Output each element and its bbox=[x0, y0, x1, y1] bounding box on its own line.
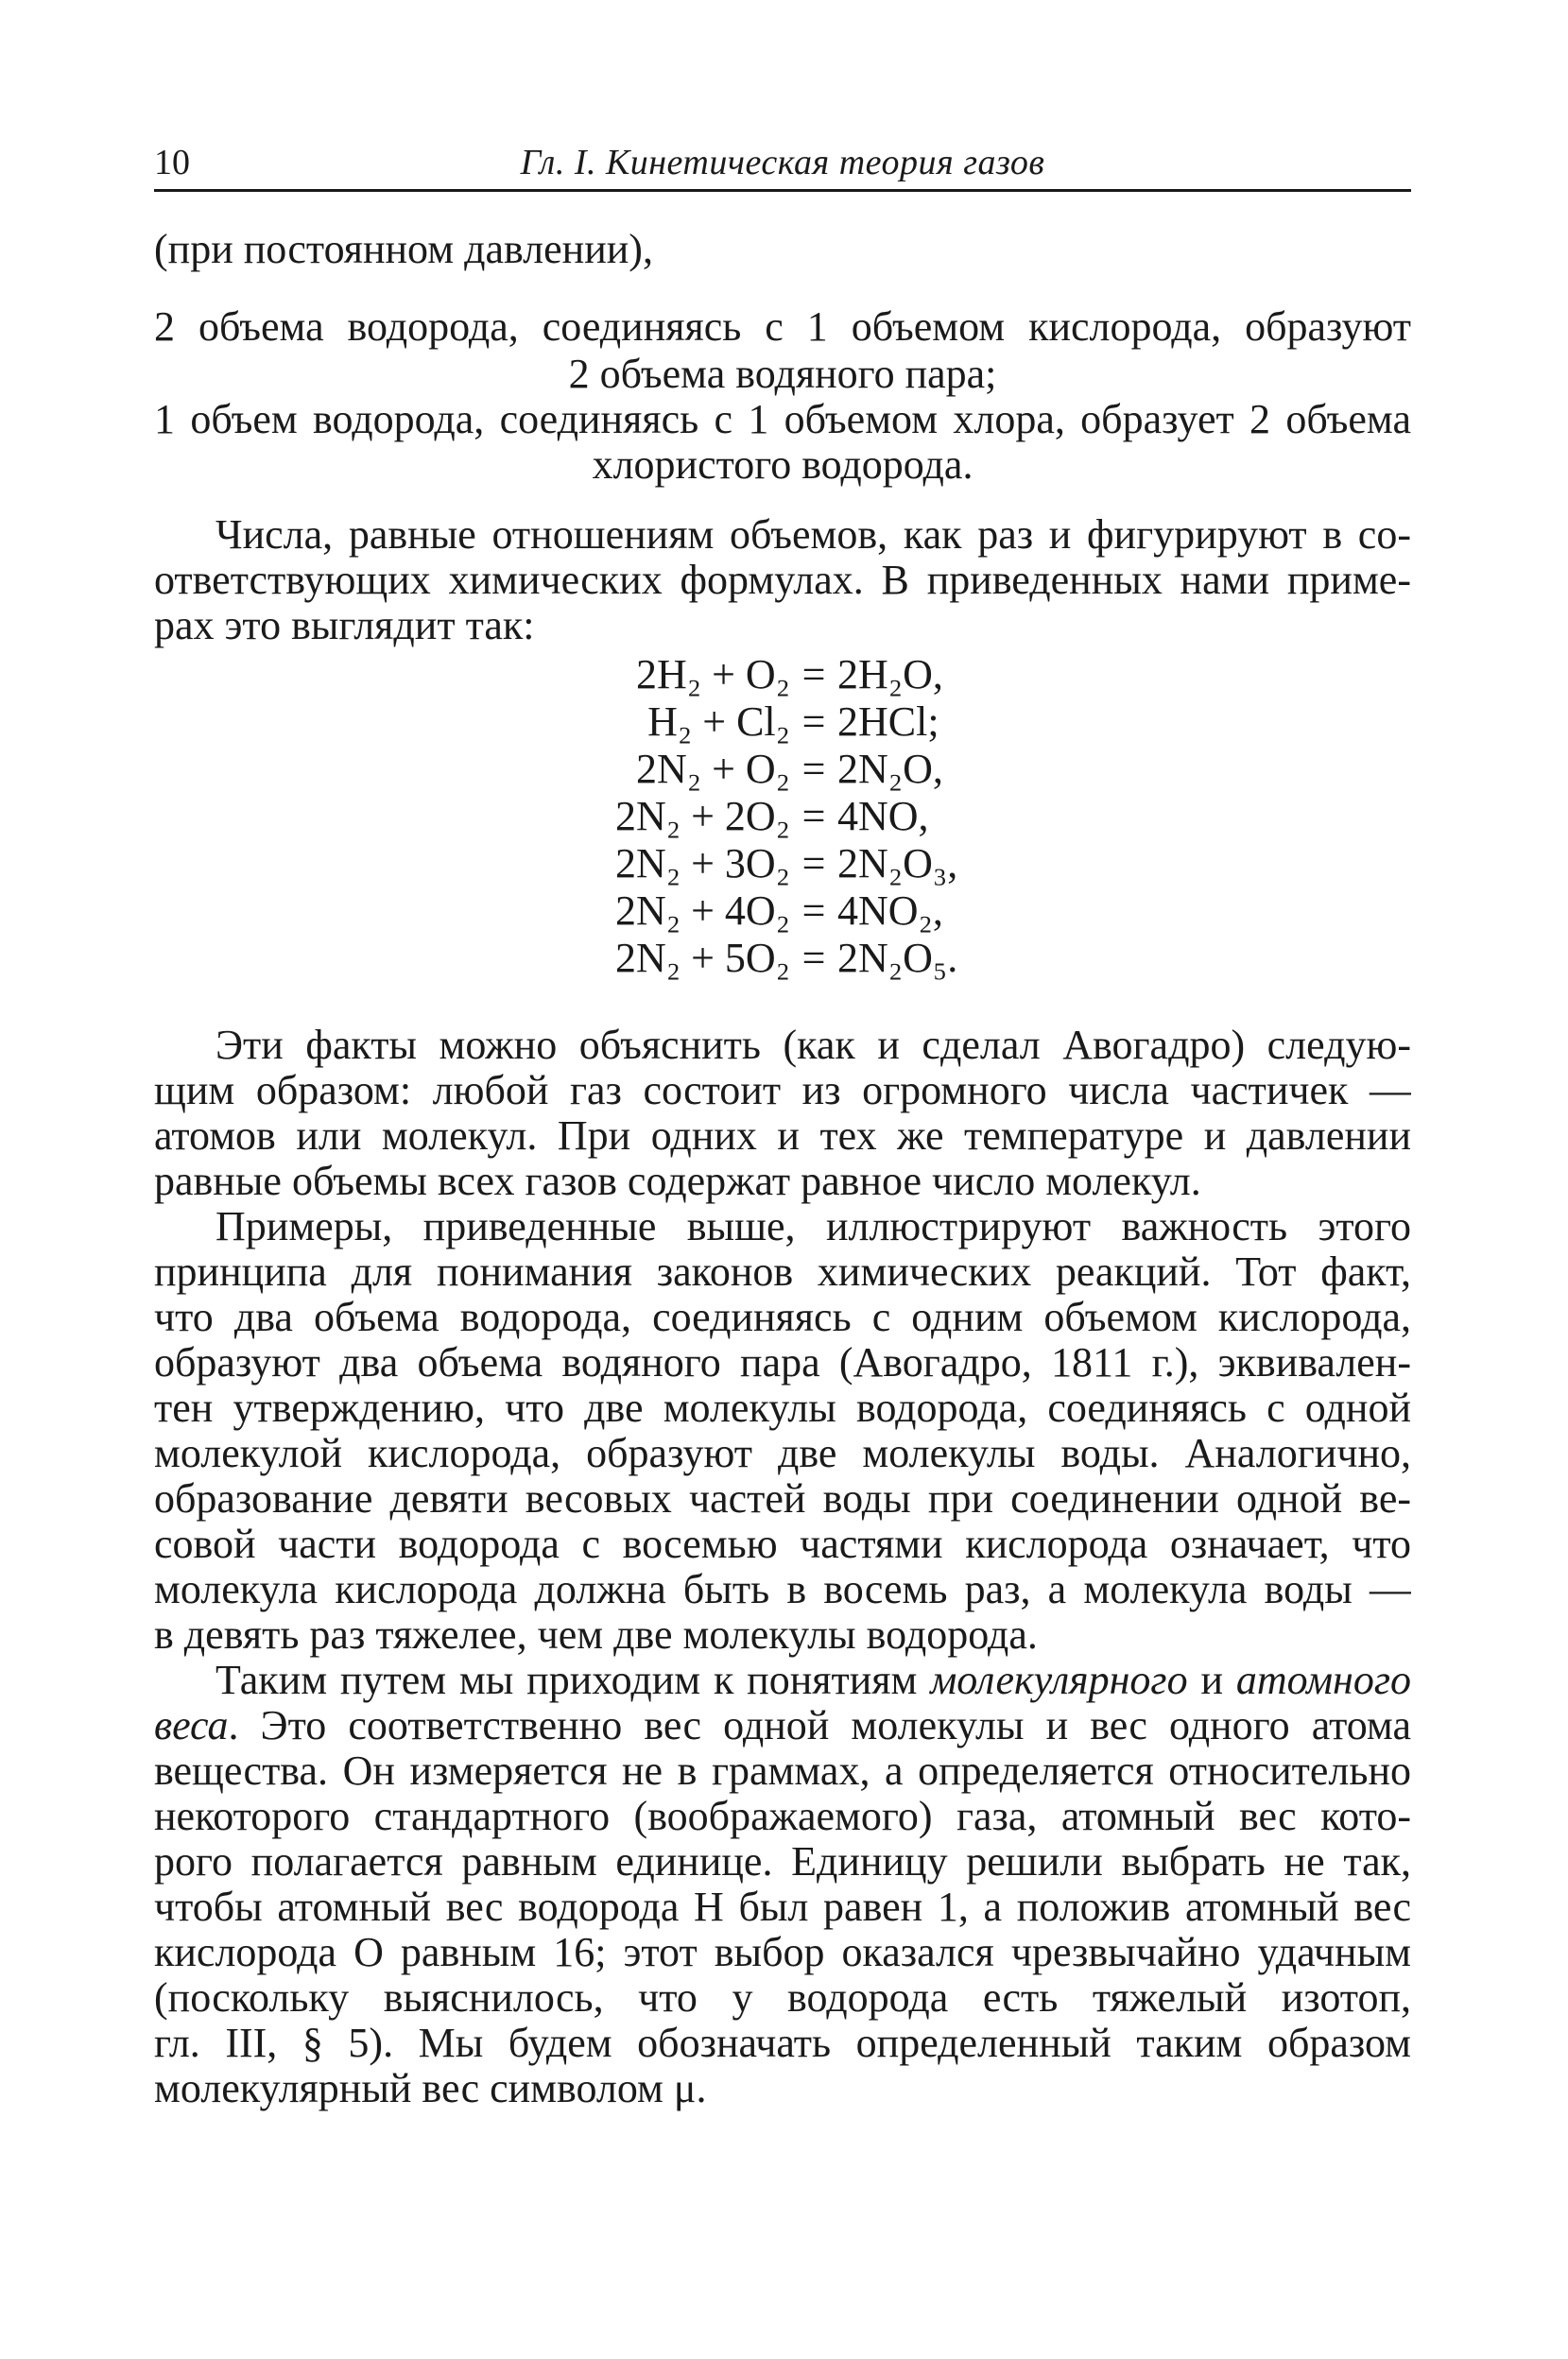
equation: 2H₂ + O₂ = 2H₂O, bbox=[601, 650, 943, 698]
term-atomic: атомного bbox=[1235, 1657, 1411, 1703]
intro-item-2: 1 объем водорода, соединяясь с 1 объемом хлора, образует 2 объема bbox=[154, 396, 1411, 442]
para3-line: образуют два объема водяного пара (Авогадро, 1811 г.), эквивален- bbox=[154, 1339, 1411, 1386]
equation-rhs: 2H₂O, bbox=[837, 651, 943, 697]
running-title: Гл. I. Кинетическая теория газов bbox=[520, 143, 1045, 182]
para4-line: (поскольку выяснилось, что у водорода есть тяжелый изотоп, bbox=[154, 1974, 1411, 2021]
para3-line: Примеры, приведенные выше, иллюстрируют важность этого bbox=[215, 1203, 1411, 1249]
intro-item-1-cont: 2 объема водяного пара; bbox=[568, 351, 997, 397]
para3-line: образование девяти весовых частей воды при соединении одной ве- bbox=[154, 1475, 1411, 1522]
para3-line: в девять раз тяжелее, чем две молекулы водорода. bbox=[154, 1611, 1038, 1658]
equation-rhs: 4NO₂, bbox=[837, 887, 943, 934]
para4-line bbox=[215, 1656, 1411, 1704]
term-weight: веса bbox=[154, 1702, 229, 1748]
equation: 2N₂ + 2O₂ = 4NO, bbox=[601, 792, 929, 840]
equation-rhs: 4NO, bbox=[837, 793, 929, 839]
equation-lhs: H₂ + Cl₂ bbox=[647, 698, 790, 745]
para1-line: рах это выглядит так: bbox=[154, 602, 535, 648]
para4-line: чтобы атомный вес водорода H был равен 1, а положив атомный вес bbox=[154, 1884, 1411, 1930]
term-molecular: молекулярного bbox=[930, 1657, 1188, 1703]
intro-line: (при постоянном давлении), bbox=[154, 226, 653, 272]
equation-lhs: 2N₂ + 2O₂ bbox=[614, 793, 790, 839]
para4-line: молекулярный вес символом μ. bbox=[154, 2065, 707, 2111]
para2-line: щим образом: любой газ состоит из огромного числа частичек — bbox=[154, 1067, 1411, 1113]
para3-line: принципа для понимания законов химических реакций. Тот факт, bbox=[154, 1248, 1411, 1295]
para4-text: Таким путем мы приходим к понятиям bbox=[215, 1657, 918, 1703]
page-number: 10 bbox=[154, 143, 190, 182]
para2-line: Эти факты можно объяснить (как и сделал Авогадро) следую- bbox=[215, 1022, 1411, 1068]
equation-lhs: 2N₂ + 4O₂ bbox=[614, 887, 790, 934]
para4-text: . Это соответственно вес одной молекулы и вес одного атома bbox=[228, 1702, 1411, 1748]
intro-item-1: 2 объема водорода, соединяясь с 1 объемом кислорода, образуют bbox=[154, 303, 1411, 350]
para3-line: совой части водорода с восемью частями кислорода означает, что bbox=[154, 1521, 1411, 1567]
para4-line: кислорода O равным 16; этот выбор оказался чрезвычайно удачным bbox=[154, 1929, 1411, 1975]
para4-text: и bbox=[1200, 1657, 1223, 1703]
equation-rhs: 2HCl; bbox=[837, 698, 939, 745]
equation-rhs: 2N₂O, bbox=[837, 746, 943, 792]
para4-line: гл. III, § 5). Мы будем обозначать определенный таким образом bbox=[154, 2020, 1411, 2066]
para3-line: тен утверждению, что две молекулы водорода, соединяясь с одной bbox=[154, 1385, 1411, 1431]
para3-line: молекула кислорода должна быть в восемь раз, а молекула воды — bbox=[154, 1566, 1411, 1612]
para4-line bbox=[154, 1701, 1411, 1749]
para3-line: что два объема водорода, соединяясь с одним объемом кислорода, bbox=[154, 1294, 1411, 1340]
para1-line: Числа, равные отношениям объемов, как раз и фигурируют в со- bbox=[215, 511, 1411, 558]
para1-line: ответствующих химических формулах. В приведенных нами приме- bbox=[154, 557, 1411, 603]
para3-line: молекулой кислорода, образуют две молекулы воды. Аналогично, bbox=[154, 1430, 1411, 1476]
equation-rhs: 2N₂O₅. bbox=[837, 935, 958, 981]
equation: H₂ + Cl₂ = 2HCl; bbox=[601, 697, 939, 746]
running-header bbox=[154, 140, 1411, 192]
para4-line: рого полагается равным единице. Единицу решили выбрать не так, bbox=[154, 1838, 1411, 1885]
equation-lhs: 2N₂ + 5O₂ bbox=[614, 935, 790, 981]
para2-line: равные объемы всех газов содержат равное число молекул. bbox=[154, 1158, 1201, 1204]
para2-line: атомов или молекул. При одних и тех же температуре и давлении bbox=[154, 1112, 1411, 1159]
equation-lhs: 2N₂ + 3O₂ bbox=[614, 840, 790, 887]
equation-lhs: 2H₂ + O₂ bbox=[635, 651, 790, 697]
equation-lhs: 2N₂ + O₂ bbox=[635, 746, 790, 792]
equation: 2N₂ + O₂ = 2N₂O, bbox=[601, 745, 943, 793]
equation: 2N₂ + 3O₂ = 2N₂O₃, bbox=[601, 839, 957, 887]
para4-line: вещества. Он измеряется не в граммах, а определяется относительно bbox=[154, 1748, 1411, 1794]
equation-rhs: 2N₂O₃, bbox=[837, 840, 958, 887]
intro-item-2-cont: хлористого водорода. bbox=[592, 441, 974, 488]
equation: 2N₂ + 4O₂ = 4NO₂, bbox=[601, 887, 943, 935]
equation: 2N₂ + 5O₂ = 2N₂O₅. bbox=[601, 934, 957, 982]
para4-line: некоторого стандартного (воображаемого) газа, атомный вес кото- bbox=[154, 1793, 1411, 1839]
